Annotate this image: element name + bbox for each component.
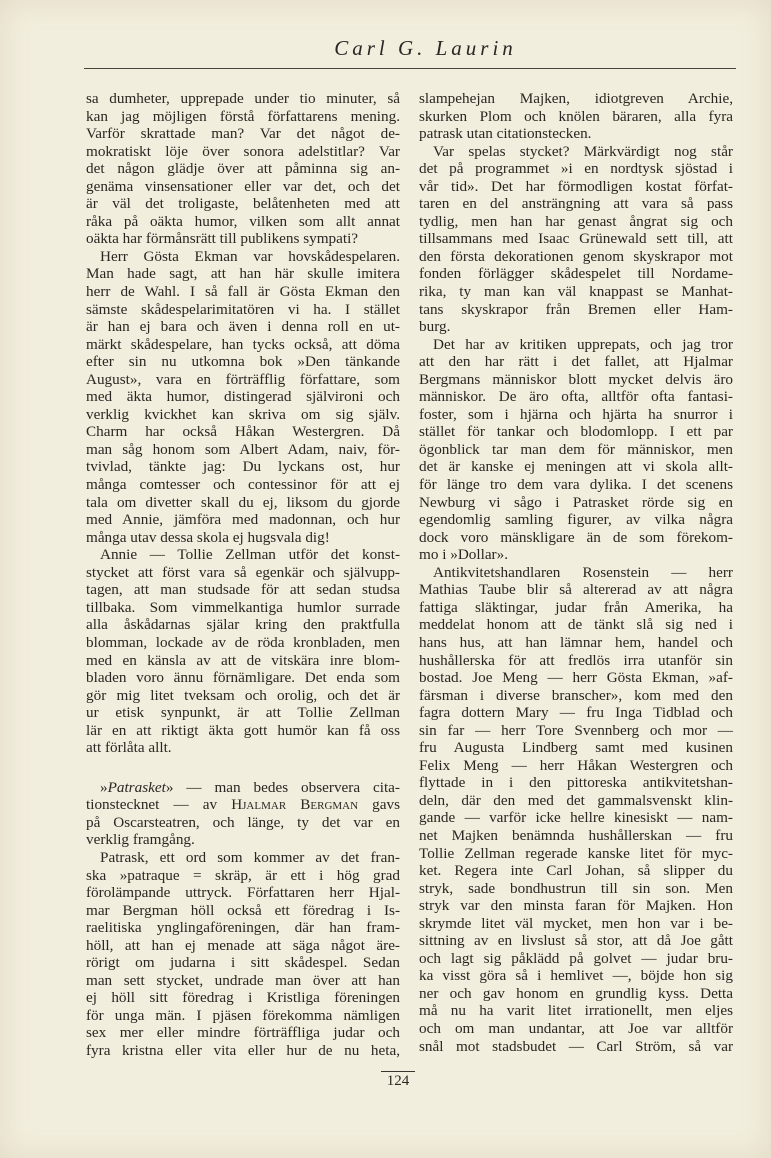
paragraph [419,143,733,336]
text-line: alla åskådarnas själar kring den praktfulla [86,616,400,634]
text-line: Newburg vi sågo i Patrasket rörde sig en [419,493,733,511]
text-line: Det har av kritiken upprepats, och jag tror [433,335,733,353]
text-line: på Oscarsteatren, och länge, ty det var en [86,813,400,831]
text-line: sa dumheter, upprepade under tio minuter, så [86,90,400,107]
text-line: verklig kvickhet kan skriva om sig själv. [86,405,400,423]
text-line: med Annie, jämföra med madonnan, och hur [86,511,400,529]
paragraph [86,849,400,1060]
running-title: Carl G. Laurin [334,36,517,60]
text-segment: » [100,778,108,796]
paragraph [419,336,733,564]
text-line: efter sin nu utkomna bok »Den tänkande [86,353,400,371]
text-line: och lagt sig påklädd på golvet — judar bru- [419,949,733,967]
text-line: att förlåta allt. [86,739,172,757]
text-line: hans hus, att han lämnar hem, handel och [419,633,733,651]
text-line: rörigt om judarna i sitt skådespel. Sedan [86,954,400,972]
text-line [86,796,400,814]
paragraph [419,564,733,1055]
text-line: tvivlad, tänkte jag: Du lyckans ost, hur [86,458,400,476]
text-line: mokratiskt löje över sonora adelstitlar? Var [86,142,400,160]
text-line: människor. De äro ofta, alltför ofta fantasi- [419,388,733,406]
text-segment: tionstecknet — av [86,796,232,814]
right-column [419,90,733,1055]
text-line: tagen, att man studsade för att sedan studsa [86,581,400,599]
text-line: råka på oäkta humor, vilken som allt annat [86,212,400,230]
text-line: ket. Regera inte Carl Johan, så slipper du [419,862,733,880]
text-line: slampehejan Majken, idiotgreven Archie, [419,90,733,107]
text-line: raelitiska ynglingaföreningen, där han fram- [86,919,400,937]
text-line: fagra dottern Mary — fru Inga Tidblad och [419,704,733,722]
page-number-rule [381,1071,415,1072]
text-line: fyra kristna eller vita eller hur de nu heta, [86,1041,400,1059]
paragraph [86,248,400,546]
text-line: gande — varför icke hellre kinesiskt — nam- [419,809,733,827]
text-line: med en känsla av att de vitskära inre blom- [86,651,400,669]
page-number: 124 [386,1073,410,1089]
paragraph [419,90,733,143]
text-line: meddelat honom att de tänkt slå sig ned i [419,616,733,634]
text-line: den första dekorationen genom skyskrapor mot [419,247,733,265]
text-line: foster, som i hjärna och hjärta ha snurror i [419,405,733,423]
text-line: det någon glädje över att påminna sig an- [86,160,400,178]
text-line: fattiga släktingar, judar från Amerika, ha [419,598,733,616]
text-line: ska »patraque = skräp, är ett i hög grad [86,866,400,884]
text-line: fru Augusta Lindberg samt med kusinen [419,739,733,757]
text-line: Patrask, ett ord som kommer av det fran- [100,848,400,866]
text-line: Var spelas stycket? Märkvärdigt nog står [433,142,733,160]
text-segment: gavs [358,796,400,814]
text-line: med äkta humor, distingerad självironi och [86,388,400,406]
text-segment: » — man bedes observera cita- [165,778,400,796]
section-break [86,757,400,779]
text-line: Mathias Taube blir så altererad av att några [419,581,733,599]
text-line: hushållerska för att fredlös irra utanför sin [419,651,733,669]
text-line: bladen voro ännu förnämligare. Det enda som [86,669,400,687]
text-line: tillsammans med Isaac Grünewald sett till, att [419,230,733,248]
text-line: är han ej bara och även i denna roll en ut- [86,318,400,336]
text-line: gör mig litet tveksam och orolig, och det är [86,686,400,704]
text-line: patrask utan citationstecken. [419,125,592,143]
text-line: många utav dessa skola ej hugsvala dig! [86,528,330,546]
text-line: många comtesser och contessinor för att ej [86,476,400,494]
text-line: skrymde litet väl mycket, men hon var i be- [419,914,733,932]
text-line: oäkta har förmånsrätt till publikens sympati? [86,230,359,248]
text-line: färsman i diverse branscher», kom med den [419,686,733,704]
text-line: deln, där den med det gammalsvenskt klin- [419,791,733,809]
text-line: man såg honom som Albert Adam, naiv, för- [86,440,400,458]
text-line: ur etisk synpunkt, är att Tollie Zellman [86,704,400,722]
text-line: stycket att först vara så egenkär och självupp- [86,563,400,581]
left-column [86,90,400,1060]
paragraph [86,546,400,757]
text-line: herr de Wahl. I så fall är Gösta Ekman den [86,283,400,301]
text-line: vår tid». Det har förmodligen kostat förfat- [419,177,733,195]
text-line: lär en att riktigt äkta gott humör kan få oss [86,721,400,739]
text-line: mo i »Dollar». [419,546,509,564]
text-line: tydlig, men han har genast ångrat sig och [419,212,733,230]
text-line: må nu ha varit litet irrationellt, men eljes [419,1002,733,1020]
text-line: sittning av en livslust så stor, att då Joe gått [419,932,733,950]
text-line: Varför skrattade man? Var det något de- [86,125,400,143]
text-line: taren en del ansträngning att vara så pass [419,195,733,213]
text-line: Bergmans människor blott mycket delvis äro [419,370,733,388]
text-line: Man hade sagt, att han här skulle imitera [86,265,400,283]
text-line: Charm har också Håkan Westergren. Då [86,423,400,441]
text-line: fonden förlägger skådespelet till Nordame- [419,265,733,283]
text-line: August», vara en förträfflig författare, som [86,370,400,388]
header-rule [84,68,736,69]
text-line: ögonblick tar man dem för människor, men [419,440,733,458]
text-line: net Majken benämnda hushållerskan — fru [419,826,733,844]
text-line: Herr Gösta Ekman var hovskådespelaren. [100,247,400,265]
text-line: rika, ty man kan väl knappast se Manhat- [419,283,733,301]
text-line: sämste skådespelarimitatören vi ha. I stället [86,300,400,318]
text-line: Tollie Zellman regerade kanske litet för myc- [419,844,733,862]
text-line: blomman, lockade av de röda kronbladen, men [86,633,400,651]
text-line: förolämpande uttryck. Författaren herr Hjal- [86,884,400,902]
text-line: bostad. Joe Meng — herr Gösta Ekman, »af- [419,669,733,687]
play-title: Patrasket [107,778,166,796]
text-line: är väl det troligaste, belåtenheten med att [86,195,400,213]
text-line: verklig framgång. [86,831,195,849]
text-line: genäma vinsensationer eller var det, och det [86,177,400,195]
text-line: stryk var den minsta faran för Majken. Hon [419,897,733,915]
text-line: Felix Meng — herr Håkan Westergren och [419,756,733,774]
text-line: ner och gav honom en grundlig kyss. Detta [419,984,733,1002]
text-line [86,779,400,797]
text-line: Antikvitetshandlaren Rosenstein — herr [433,563,733,581]
text-line: stället för tankar och blodomlopp. I ett par [419,423,733,441]
text-line: egendomlig samling figurer, av vilka några [419,511,733,529]
running-header [0,36,771,61]
text-line: man sett stycket, undrade man över att han [86,971,400,989]
text-line: tans skyskrapor från Bremen eller Ham- [419,300,733,318]
author-name: Hjalmar Bergman [231,796,359,814]
text-line: stryk, sade bondhustrun till sin son. Men [419,879,733,897]
text-line: mar Bergman höll också ett föredrag i Is- [86,901,400,919]
text-line: märkt skådespelare, han tycks också, att döma [86,335,400,353]
text-line: det på programmet »i en nordtysk sjöstad i [419,160,733,178]
text-line: burg. [419,318,451,336]
text-line: tillbaka. Som vimmelkantiga humlor surrade [86,598,400,616]
text-line: dock voro mänskligare än de som förekom- [419,528,733,546]
text-line: sex mer eller mindre förträffliga judar och [86,1024,400,1042]
text-line: ka visst göra så i hemlivet —, böjde hon sig [419,967,733,985]
text-line: flyttade in i den pittoreska antikvitetshan- [419,774,733,792]
text-line: snål mot stadsbudet — Carl Ström, så var [419,1037,733,1055]
paragraph [86,779,400,849]
text-line: för länge tro dem vara dylika. I det scenens [419,476,733,494]
text-line: höll, att han ej menade att säga något äre- [86,936,400,954]
text-line: ej höll sitt föredrag i Kristliga föreningen [86,989,400,1007]
text-line: skurken Plom och knölen bäraren, alla fyra [419,107,733,125]
text-line: och om man undantar, att Joe var alltför [419,1019,733,1037]
text-line: för unga män. I pjäsen förekomma nämligen [86,1006,400,1024]
text-line: tala om divetter skall du ej, liksom du gjorde [86,493,400,511]
text-line: kan jag möjligen förstå författarens mening. [86,107,400,125]
text-line: att den har rätt i det fallet, att Hjalmar [419,353,733,371]
text-line: sin far — herr Tore Svennberg och mor — [419,721,733,739]
text-line: det är kanske ej meningen att vi skola allt- [419,458,733,476]
text-line: Annie — Tollie Zellman utför det konst- [100,546,400,564]
paragraph [86,90,400,248]
